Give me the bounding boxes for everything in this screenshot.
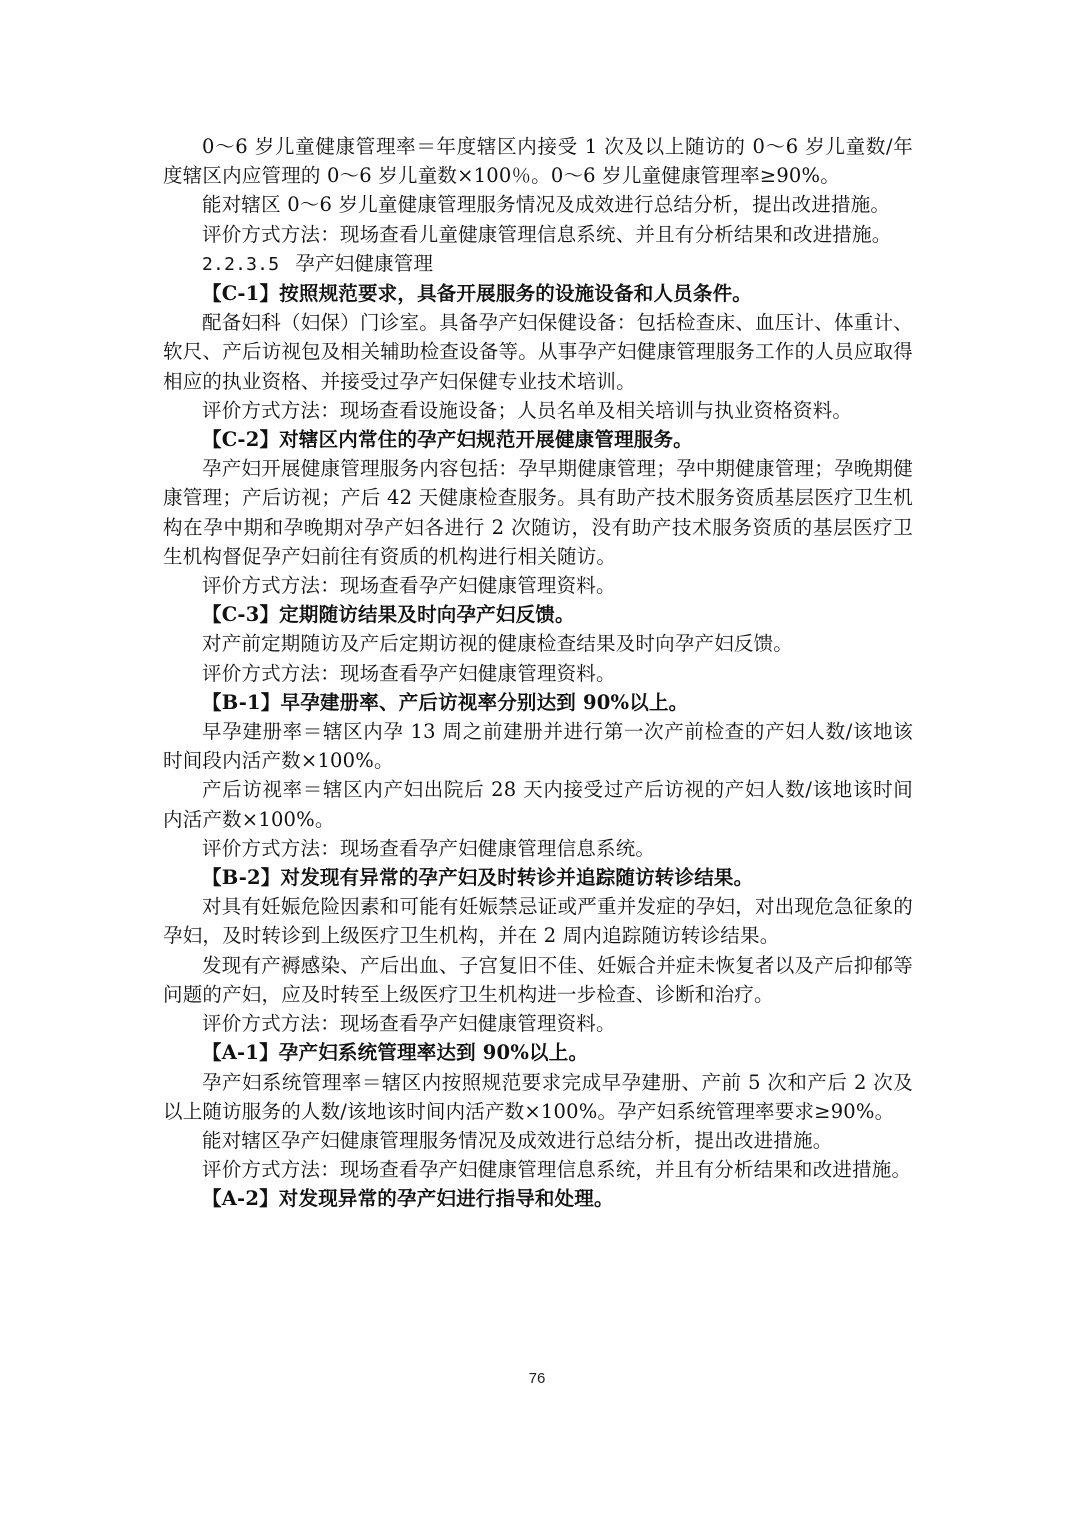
paragraph-child-health-analysis: 能对辖区 0～6 岁儿童健康管理服务情况及成效进行总结分析，提出改进措施。 [202, 193, 891, 217]
paragraph-b1-postpartum-visit: 产后访视率＝辖区内产妇出院后 28 天内接受过产后访视的产妇人数/该地该时间内活产数×100%。 [163, 778, 913, 831]
paragraph-c3-feedback: 对产前定期随访及产后定期访视的健康检查结果及时向孕产妇反馈。 [202, 632, 794, 656]
paragraph-child-health-evaluation: 评价方式方法：现场查看儿童健康管理信息系统、并且有分析结果和改进措施。 [202, 222, 892, 246]
heading-b1: 【B-1】早孕建册率、产后访视率分别达到 90%以上。 [202, 690, 689, 714]
heading-c2: 【C-2】对辖区内常住的孕产妇规范开展健康管理服务。 [202, 428, 693, 452]
heading-b2: 【B-2】对发现有异常的孕产妇及时转诊并追踪随访转诊结果。 [202, 866, 754, 890]
paragraph-a1-management-rate: 孕产妇系统管理率＝辖区内按照规范要求完成早孕建册、产前 5 次和产后 2 次及以上随访服务的人数/该地该时间内活产数×100%。孕产妇系统管理率要求≥90%。 [163, 1070, 913, 1123]
section-title: 孕产妇健康管理 [295, 251, 434, 275]
section-number: 2.2.3.5 [202, 253, 280, 275]
paragraph-a1-evaluation: 评价方式方法：现场查看孕产妇健康管理信息系统，并且有分析结果和改进措施。 [202, 1158, 912, 1182]
heading-a2: 【A-2】对发现异常的孕产妇进行指导和处理。 [202, 1187, 614, 1211]
paragraph-b2-evaluation: 评价方式方法：现场查看孕产妇健康管理资料。 [202, 1012, 616, 1036]
paragraph-b2-postpartum-issues: 发现有产褥感染、产后出血、子宫复旧不佳、妊娠合并症未恢复者以及产后抑郁等问题的产妇，应及时转至上级医疗卫生机构进一步检查、诊断和治疗。 [163, 953, 913, 1006]
heading-a1: 【A-1】孕产妇系统管理率达到 90%以上。 [202, 1041, 589, 1065]
paragraph-c2-services: 孕产妇开展健康管理服务内容包括：孕早期健康管理；孕中期健康管理；孕晚期健康管理；产后访视；产后 42 天健康检查服务。具有助产技术服务资质基层医疗卫生机构在孕中期和孕晚期对孕产妇各进行 2 次随访，没有助产技术服务资质的基层医疗卫生机构督促孕产妇前往有资质的机构进行相关随访。 [163, 457, 913, 568]
heading-c3: 【C-3】定期随访结果及时向孕产妇反馈。 [202, 603, 575, 627]
paragraph-b1-early-registration: 早孕建册率＝辖区内孕 13 周之前建册并进行第一次产前检查的产妇人数/该地该时间段内活产数×100%。 [163, 720, 913, 773]
paragraph-c1-evaluation: 评价方式方法：现场查看设施设备；人员名单及相关培训与执业资格资料。 [202, 398, 853, 422]
heading-c1: 【C-1】按照规范要求，具备开展服务的设施设备和人员条件。 [202, 282, 752, 306]
page-number: 76 [528, 1370, 546, 1387]
paragraph-c2-evaluation: 评价方式方法：现场查看孕产妇健康管理资料。 [202, 574, 616, 598]
paragraph-c1-equipment: 配备妇科（妇保）门诊室。具备孕产妇保健设备：包括检查床、血压计、体重计、软尺、产后访视包及相关辅助检查设备等。从事孕产妇健康管理服务工作的人员应取得相应的执业资格、并接受过孕产妇保健专业技术培训。 [163, 311, 913, 393]
paragraph-b1-evaluation: 评价方式方法：现场查看孕产妇健康管理信息系统。 [202, 836, 656, 860]
paragraph-c3-evaluation: 评价方式方法：现场查看孕产妇健康管理资料。 [202, 661, 616, 685]
paragraph-b2-referral: 对具有妊娠危险因素和可能有妊娠禁忌证或严重并发症的孕妇，对出现危急征象的孕妇，及时转诊到上级医疗卫生机构，并在 2 周内追踪随访转诊结果。 [163, 895, 913, 948]
paragraph-child-health-rate: 0～6 岁儿童健康管理率＝年度辖区内接受 1 次及以上随访的 0～6 岁儿童数/年度辖区内应管理的 0～6 岁儿童数×100％。0～6 岁儿童健康管理率≥90%。 [163, 135, 913, 188]
page-body [163, 132, 913, 1214]
section-heading [163, 249, 913, 279]
paragraph-a1-analysis: 能对辖区孕产妇健康管理服务情况及成效进行总结分析，提出改进措施。 [202, 1128, 833, 1152]
